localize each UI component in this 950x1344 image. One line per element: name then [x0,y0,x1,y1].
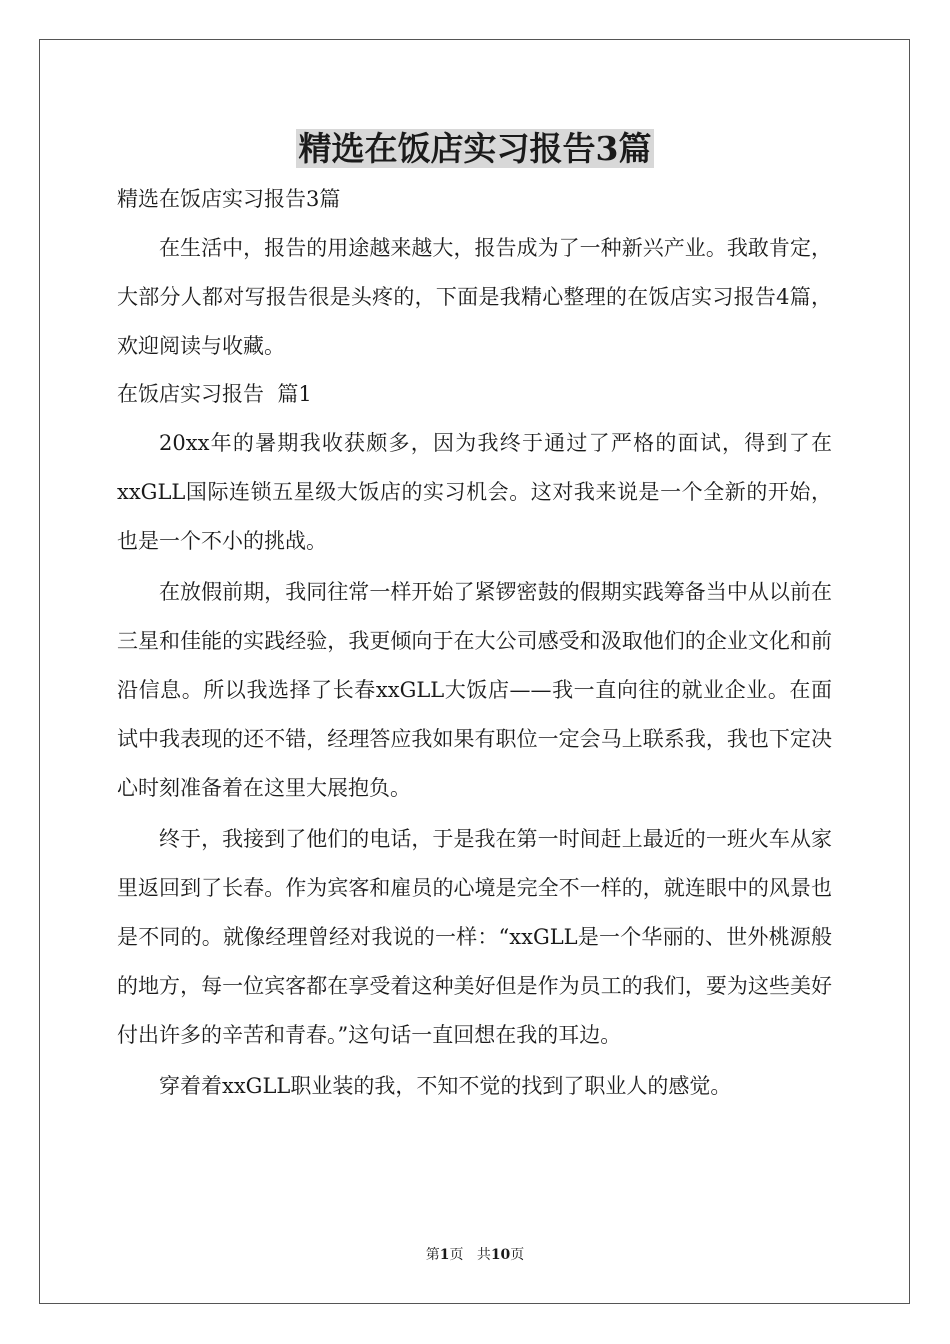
footer-total-suffix: 页 [510,1247,525,1263]
body-paragraph-2: 在放假前期，我同往常一样开始了紧锣密鼓的假期实践筹备当中从以前在三星和佳能的实践经验，我更倾向于在大公司感受和汲取他们的企业文化和前沿信息。所以我选择了长春xxGLL大饭店——我一直向往的就业企业。在面试中我表现的还不错，经理答应我如果有职位一定会马上联系我，我也下定决心时刻准备着在这里大展抱负。 [117,580,832,800]
section-heading: 在饭店实习报告 篇1 [117,382,312,406]
footer-page-suffix: 页 [449,1247,464,1263]
body-paragraph-4: 穿着着xxGLL职业装的我，不知不觉的找到了职业人的感觉。 [159,1074,732,1098]
body-paragraph-3: 终于，我接到了他们的电话，于是我在第一时间赶上最近的一班火车从家里返回到了长春。作为宾客和雇员的心境是完全不一样的，就连眼中的风景也是不同的。就像经理曾经对我说的一样：“xxGLL是一个华丽的、世外桃源般的地方，每一位宾客都在享受着这种美好但是作为员工的我们，要为这些美好付出许多的辛苦和青春。”这句话一直回想在我的耳边。 [117,827,832,1047]
document-title [0,126,950,172]
footer-total-prefix: 共 [476,1247,491,1263]
document-body [117,176,832,1111]
body-paragraph-1: 20xx年的暑期我收获颇多，因为我终于通过了严格的面试，得到了在xxGLL国际连锁五星级大饭店的实习机会。这对我来说是一个全新的开始，也是一个不小的挑战。 [117,431,832,553]
footer-page-prefix: 第 [425,1247,440,1263]
document-title-text: 精选在饭店实习报告3篇 [296,129,655,168]
document-subtitle: 精选在饭店实习报告3篇 [117,187,341,211]
footer-page-number: 1 [439,1247,450,1263]
intro-paragraph: 在生活中，报告的用途越来越大，报告成为了一种新兴产业。我敢肯定，大部分人都对写报告很是头疼的，下面是我精心整理的在饭店实习报告4篇，欢迎阅读与收藏。 [117,236,832,358]
footer-total-pages: 10 [490,1247,511,1263]
page-footer [0,1245,950,1265]
